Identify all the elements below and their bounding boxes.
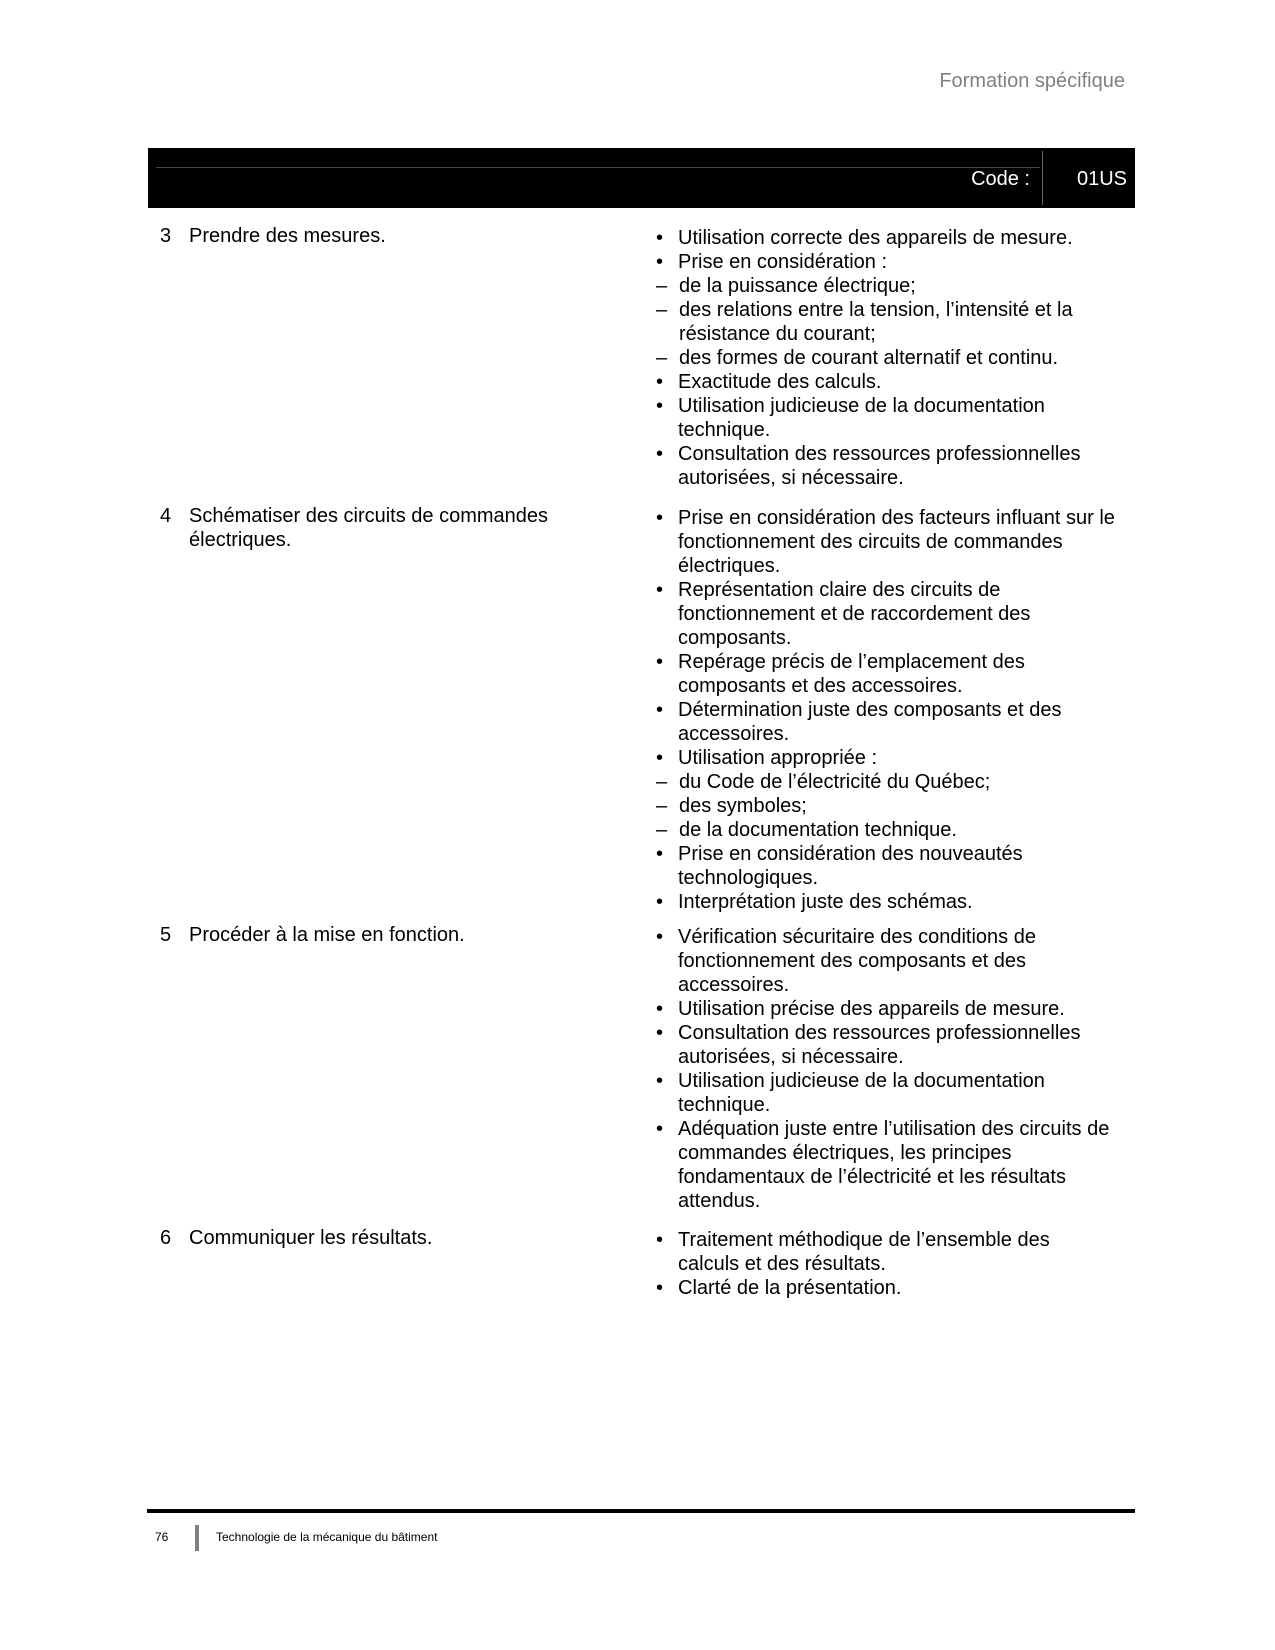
criterion	[656, 250, 1116, 370]
footer-separator	[195, 1525, 199, 1551]
element-title: Prendre des mesures.	[189, 225, 386, 247]
criterion: • Vérification sécuritaire des conditions de fonctionnement des composants et des accessoires.	[656, 925, 1116, 997]
criterion: • Interprétation juste des schémas.	[656, 890, 1116, 914]
criterion: • Détermination juste des composants et des accessoires.	[656, 698, 1116, 746]
criteria-list	[656, 226, 1116, 490]
running-header: Formation spécifique	[939, 70, 1125, 92]
sub-criterion: – de la puissance électrique;	[656, 274, 1116, 298]
sub-criterion: – des symboles;	[656, 794, 1116, 818]
criterion: • Consultation des ressources professionnelles autorisées, si nécessaire.	[656, 442, 1116, 490]
code-bar	[148, 148, 1135, 208]
element-number: 5	[160, 924, 172, 946]
criterion-text: Prise en considération :	[678, 251, 888, 273]
document-title: Technologie de la mécanique du bâtiment	[216, 1530, 438, 1544]
page-number: 76	[155, 1530, 169, 1544]
criterion: • Clarté de la présentation.	[656, 1276, 1116, 1300]
criterion: • Utilisation correcte des appareils de mesure.	[656, 226, 1116, 250]
criteria-list	[656, 1228, 1116, 1300]
element-number: 3	[160, 225, 172, 247]
criteria-list	[656, 925, 1116, 1213]
footer-rule	[147, 1509, 1135, 1513]
code-value: 01US	[1076, 168, 1127, 190]
code-bar-divider	[1042, 151, 1043, 205]
element-title: Schématiser des circuits de commandes électriques.	[189, 505, 549, 551]
criterion: • Utilisation précise des appareils de mesure.	[656, 997, 1116, 1021]
sub-criterion: – de la documentation technique.	[656, 818, 1116, 842]
sub-criterion: – des relations entre la tension, l’intensité et la résistance du courant;	[656, 298, 1116, 346]
element-title: Communiquer les résultats.	[189, 1227, 433, 1249]
sub-criteria-list	[678, 770, 1116, 842]
criterion-text: Utilisation appropriée :	[678, 747, 877, 769]
code-bar-rule	[156, 167, 1040, 168]
criterion: • Utilisation judicieuse de la documentation technique.	[656, 1069, 1116, 1117]
sub-criterion: – des formes de courant alternatif et continu.	[656, 346, 1116, 370]
criterion	[656, 746, 1116, 842]
code-label: Code :	[971, 168, 1030, 190]
criterion: • Prise en considération des facteurs influant sur le fonctionnement des circuits de commandes électriques.	[656, 506, 1116, 578]
criterion: • Consultation des ressources professionnelles autorisées, si nécessaire.	[656, 1021, 1116, 1069]
criterion: • Repérage précis de l’emplacement des composants et des accessoires.	[656, 650, 1116, 698]
element-title: Procéder à la mise en fonction.	[189, 924, 465, 946]
criterion: • Représentation claire des circuits de fonctionnement et de raccordement des composants.	[656, 578, 1116, 650]
criteria-list	[656, 506, 1116, 914]
criterion: • Adéquation juste entre l’utilisation des circuits de commandes électriques, les principes fondamentaux de l’électricité et les résultats attendus.	[656, 1117, 1116, 1213]
sub-criterion: – du Code de l’électricité du Québec;	[656, 770, 1116, 794]
criterion: • Prise en considération des nouveautés technologiques.	[656, 842, 1116, 890]
sub-criteria-list	[678, 274, 1116, 370]
element-number: 4	[160, 505, 172, 527]
criterion: • Traitement méthodique de l’ensemble des calculs et des résultats.	[656, 1228, 1116, 1276]
element-number: 6	[160, 1227, 172, 1249]
criterion: • Utilisation judicieuse de la documentation technique.	[656, 394, 1116, 442]
criterion: • Exactitude des calculs.	[656, 370, 1116, 394]
